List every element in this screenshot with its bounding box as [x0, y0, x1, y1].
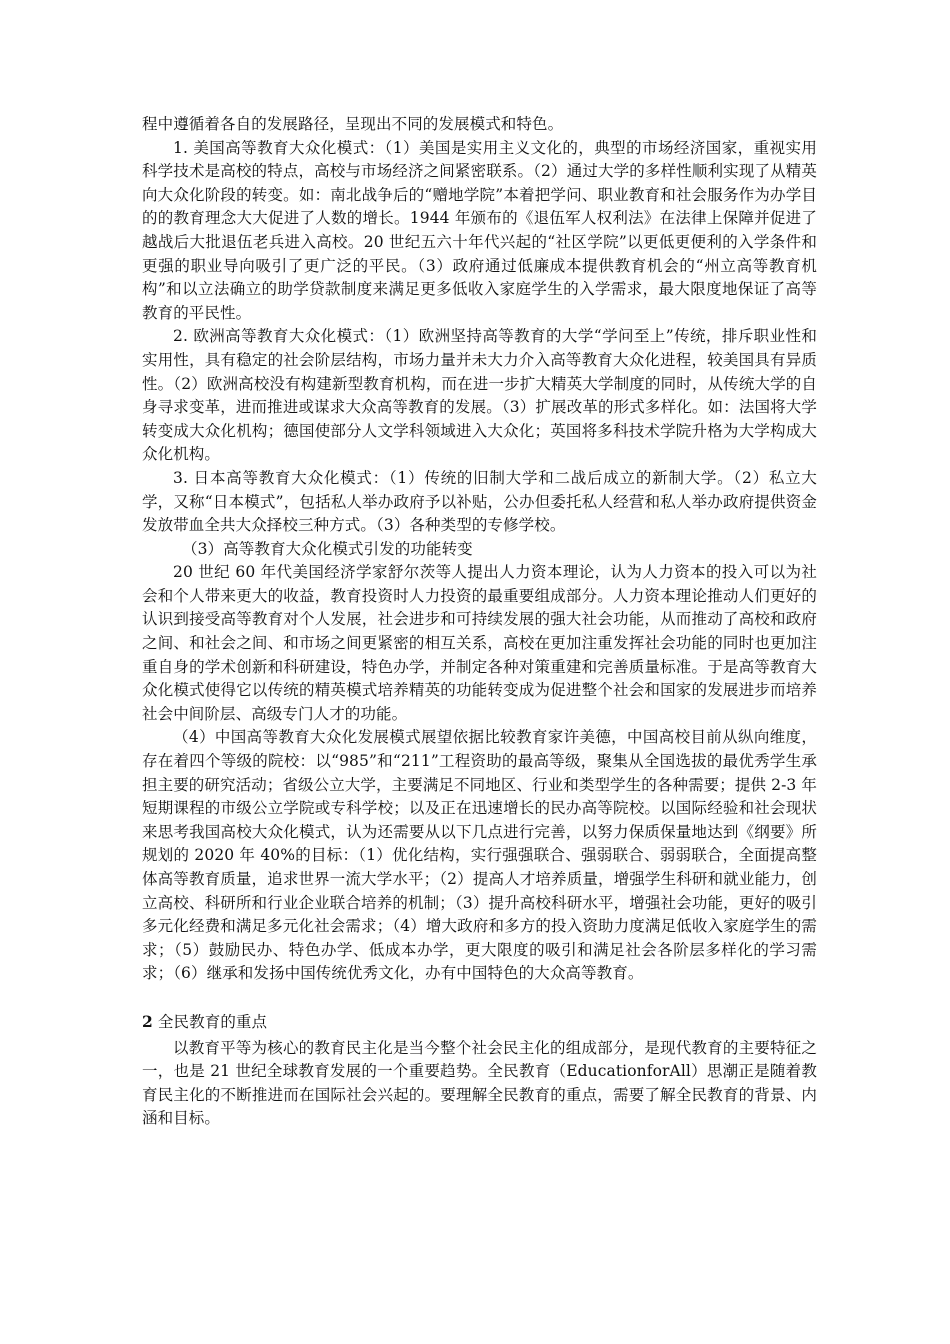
section-number: 2 [142, 1011, 153, 1031]
paragraph-europe-model: 2. 欧洲高等教育大众化模式：（1）欧洲坚持高等教育的大学“学问至上”传统，排斥职业性和实用性，具有稳定的社会阶层结构，市场力量并未大力介入高等教育大众化进程，较美国具有异质性。（2）欧洲高校没有构建新型教育机构，而在进一步扩大精英大学制度的同时，从传统大学的自身寻求变革，进而推进或谋求大众高等教育的发展。（3）扩展改革的形式多样化。如：法国将大学转变成大众化机构；德国使部分人文学科领域进入大众化；英国将多科技术学院升格为大学构成大众化机构。 [142, 327, 817, 464]
section-title: 全民教育的重点 [157, 1012, 268, 1031]
paragraph-education-for-all: 以教育平等为核心的教育民主化是当今整个社会民主化的组成部分，是现代教育的主要特征之一，也是 21 世纪全球教育发展的一个重要趋势。全民教育（EducationforAll）思潮正是随着教育民主化的不断推进而在国际社会兴起的。要理解全民教育的重点，需要了解全民教育的背景、内涵和目标。 [142, 1038, 817, 1128]
paragraph-human-capital: 20 世纪 60 年代美国经济学家舒尔茨等人提出人力资本理论，认为人力资本的投入可以为社会和个人带来更大的收益，教育投资时人力投资的最重要组成部分。人力资本理论推动人们更好的认识到接受高等教育对个人发展，社会进步和可持续发展的强大社会功能，从而推动了高校和政府之间、和社会之间、和市场之间更紧密的相互关系，高校在更加注重发挥社会功能的同时也更加注重自身的学术创新和科研建设，特色办学，并制定各种对策重建和完善质量标准。于是高等教育大众化模式使得它以传统的精英模式培养精英的功能转变成为促进整个社会和国家的发展进步而培养社会中间阶层、高级专门人才的功能。 [142, 563, 817, 723]
paragraph-us-model: 1. 美国高等教育大众化模式：（1）美国是实用主义文化的，典型的市场经济国家，重视实用科学技术是高校的特点，高校与市场经济之间紧密联系。（2）通过大学的多样性顺利实现了从精英向大众化阶段的转变。如：南北战争后的“赠地学院”本着把学问、职业教育和社会服务作为办学目的的教育理念大大促进了人数的增长。1944 年颁布的《退伍军人权利法》在法律上保障并促进了越战后大批退伍老兵进入高校。20 世纪五六十年代兴起的“社区学院”以更低更便利的入学条件和更强的职业导向吸引了更广泛的平民。（3）政府通过低廉成本提供教育机会的“州立高等教育机构”和以立法确立的助学贷款制度来满足更多低收入家庭学生的入学需求，最大限度地保证了高等教育的平民性。 [142, 138, 817, 322]
subheading-function-shift: （3）高等教育大众化模式引发的功能转变 [182, 539, 473, 558]
paragraph-japan-model: 3. 日本高等教育大众化模式：（1）传统的旧制大学和二战后成立的新制大学。（2）私立大学，又称“日本模式”，包括私人举办政府予以补贴，公办但委托私人经营和私人举办政府提供资金发放带血全共大众择校三种方式。（3）各种类型的专修学校。 [142, 468, 817, 535]
paragraph-china-outlook: （4）中国高等教育大众化发展模式展望依据比较教育家许美德，中国高校目前从纵向维度，存在着四个等级的院校：以“985”和“211”工程资助的最高等级，聚集从全国选拔的最优秀学生承担主要的研究活动；省级公立大学，主要满足不同地区、行业和类型学生的各种需要；提供 2-3 年短期课程的市级公立学院或专科学校；以及正在迅速增长的民办高等院校。以国际经验和社会现状来思考我国高校大众化模式，认为还需要从以下几点进行完善，以努力保质保量地达到《纲要》所规划的 2020 年 40%的目标：（1）优化结构，实行强强联合、强弱联合、弱弱联合，全面提高整体高等教育质量，追求世界一流大学水平；（2）提高人才培养质量，增强学生科研和就业能力，创立高校、科研所和行业企业联合培养的机制；（3）提升高校科研水平，增强社会功能，更好的吸引多元化经费和满足多元化社会需求；（4）增大政府和多方的投入资助力度满足低收入家庭学生的需求；（5）鼓励民办、特色办学、低成本办学，更大限度的吸引和满足社会各阶层多样化的学习需求；（6）继承和发扬中国传统优秀文化，办有中国特色的大众高等教育。 [142, 728, 817, 983]
section-heading [142, 1010, 817, 1035]
document-page [142, 113, 817, 1131]
paragraph-continuation: 程中遵循着各自的发展路径，呈现出不同的发展模式和特色。 [142, 115, 564, 133]
